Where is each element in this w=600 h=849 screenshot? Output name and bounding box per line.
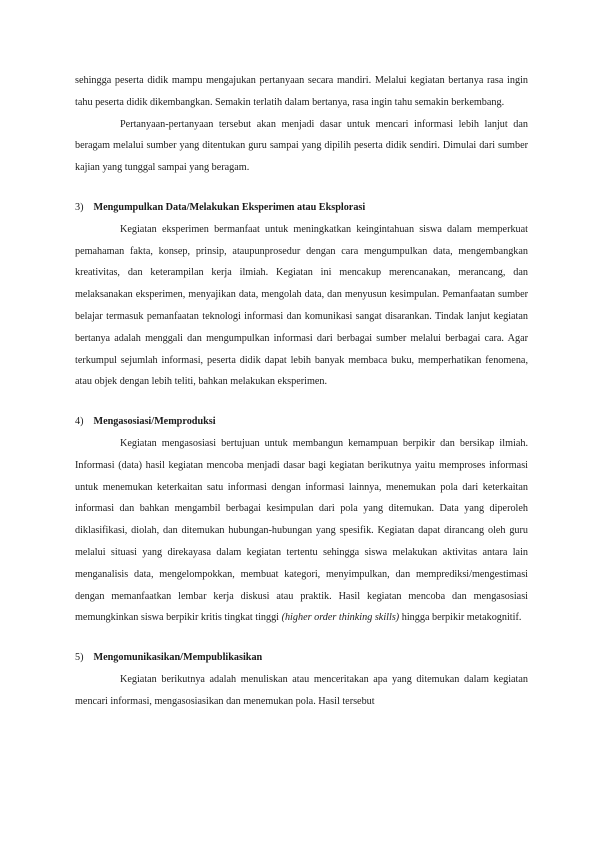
section-3-heading <box>75 197 528 219</box>
intro-paragraph-2: Pertanyaan-pertanyaan tersebut akan menjadi dasar untuk mencari informasi lebih lanjut dan beragam melalui sumber yang ditentukan guru sampai yang dipilih peserta didik sendiri. Dimulai dari sumber kajian yang tunggal sampai yang beragam. <box>75 118 528 174</box>
section-4-body-tail: hingga berpikir metakognitif. <box>401 612 522 624</box>
section-4-body-text: Kegiatan mengasosiasi bertujuan untuk membangun kemampuan berpikir dan bersikap ilmiah. Informasi (data) hasil kegiatan mencoba menjadi dasar bagi kegiatan berikutnya yaitu memproses informasi untuk menemukan keterkaitan satu informasi dengan informasi lainnya, menemukan pola dari keterkaitan informasi dan bahkan mengambil berbagai kesimpulan dari pola yang ditemukan. Data yang diperoleh diklasifikasi, diolah, dan ditemukan hubungan-hubungan yang spesifik. Kegiatan dapat dirancang oleh guru melalui situasi yang direkayasa dalam kegiatan tertentu sehingga siswa melakukan aktivitas antara lain menganalisis data, mengelompokkan, membuat kategori, menyimpulkan, dan memprediksi/mengestimasi dengan memanfaatkan lembar kerja diskusi atau praktik. Hasil kegiatan mencoba dan mengasosiasi memungkinkan siswa berpikir kritis tingkat tinggi <box>75 437 528 624</box>
section-4-body <box>75 433 528 629</box>
intro-paragraph-1: sehingga peserta didik mampu mengajukan pertanyaan secara mandiri. Melalui kegiatan bertanya rasa ingin tahu peserta didik dikembangkan. Semakin terlatih dalam bertanya, rasa ingin tahu semakin berkembang. <box>75 75 528 108</box>
section-4-title: Mengasosiasi/Memproduksi <box>93 416 216 428</box>
section-4-italic-term: (higher order thinking skills) <box>281 612 400 624</box>
section-5-title: Mengomunikasikan/Mempublikasikan <box>93 652 263 664</box>
section-5-heading <box>75 647 528 669</box>
section-5-number: 5) <box>75 652 84 664</box>
section-3-title: Mengumpulkan Data/Melakukan Eksperimen atau Eksplorasi <box>93 201 366 213</box>
section-4-number: 4) <box>75 416 84 428</box>
section-3-body: Kegiatan eksperimen bermanfaat untuk meningkatkan keingintahuan siswa dalam memperkuat pemahaman fakta, konsep, prinsip, ataupunprosedur dengan cara mengumpulkan data, mengembangkan kreativitas, dan keterampilan kerja ilmiah. Kegiatan ini mencakup merencanakan, merancang, dan melaksanakan eksperimen, menyajikan data, mengolah data, dan menyusun kesimpulan. Pemanfaatan sumber belajar termasuk pemanfaatan teknologi informasi dan komunikasi sangat disarankan. Tindak lanjut kegiatan bertanya adalah menggali dan mengumpulkan informasi dari berbagai sumber melalui berbagai cara. Agar terkumpul sejumlah informasi, peserta didik dapat lebih banyak membaca buku, memperhatikan fenomena, atau objek dengan lebih teliti, bahkan melakukan eksperimen. <box>75 223 528 388</box>
section-5-body: Kegiatan berikutnya adalah menuliskan atau menceritakan apa yang ditemukan dalam kegiatan mencari informasi, mengasosiasikan dan menemukan pola. Hasil tersebut <box>75 673 528 707</box>
section-3-number: 3) <box>75 201 84 213</box>
section-4-heading <box>75 411 528 433</box>
